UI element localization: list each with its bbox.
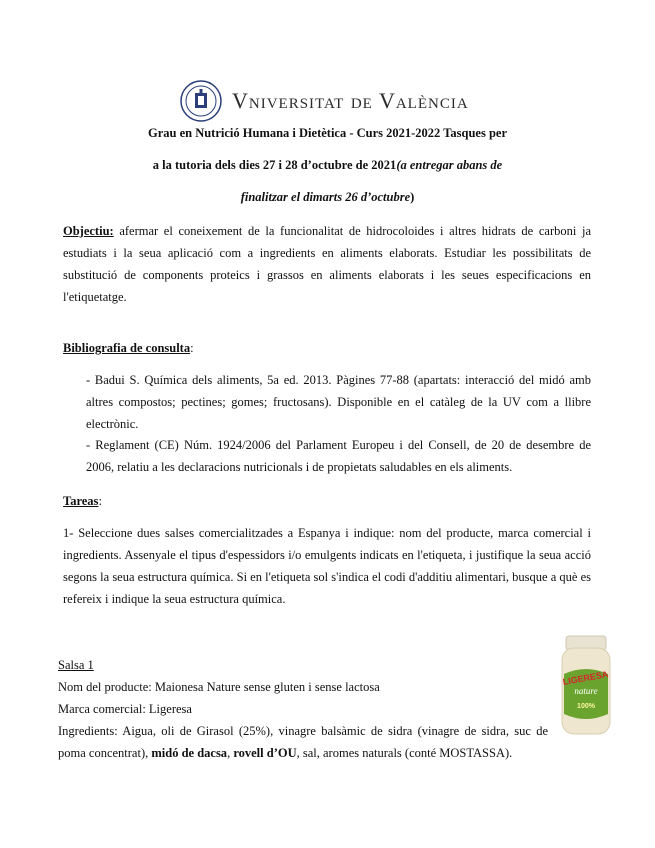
deadline-note: (a entregar abans de — [396, 158, 503, 172]
ingredients-text: Ingredients: Aigua, oli de Girasol (25%), vinagre balsàmic de sidra (vinagre de sidra, suc de poma concentrat), — [58, 724, 548, 760]
task-1-text: 1- Seleccione dues salses comercialitzades a Espanya i indique: nom del producte, marca comercial i ingredients. Assenyale el tipus d'espessidors i/o emulgents indicats en l'etiqueta, i justifique la seua acció segons la seua estructura química. Si en l'etiqueta sol s'indica el codi d'additiu alimentari, busque a què es refereix i indique la seua estructura química. — [63, 526, 591, 606]
ingredients-text-end: , sal, aromes naturals (conté MOSTASSA). — [296, 746, 513, 760]
jar-badge-text: 100% — [577, 703, 595, 710]
sauce-1-product-name: Nom del producte: Maionesa Nature sense gluten i sense lactosa — [58, 680, 380, 694]
objective-label: Objectiu: — [63, 224, 114, 238]
deadline-close: ) — [410, 190, 415, 204]
ingredient-thickener: midó de dacsa — [151, 746, 228, 760]
university-seal-logo — [180, 80, 222, 122]
jar-variant-text: nature — [574, 686, 598, 696]
objective-paragraph — [63, 220, 591, 308]
tasks-heading — [63, 490, 591, 512]
mayonnaise-jar-image — [556, 634, 616, 738]
tutoring-dates: a la tutoria dels dies 27 i 28 d’octubre de 2021 — [152, 158, 397, 172]
sauce-1-heading: Salsa 1 — [58, 658, 94, 672]
course-title-line3 — [0, 190, 655, 205]
tasks-colon: : — [98, 494, 102, 508]
sauce-1-ingredients — [58, 720, 548, 764]
bibliography-label: Bibliografia de consulta — [63, 341, 191, 355]
university-name: Vniversitat de València — [232, 88, 469, 113]
course-title-line1: Grau en Nutrició Humana i Dietètica - Curs 2021-2022 Tasques per — [147, 126, 508, 140]
objective-text: afermar el coneixement de la funcionalitat de hidrocoloides i altres hidrats de carboni ja estudiats i la seua aplicació com a ingredients en aliments elaborats. Estudiar les possibilitats de substitució de components proteics i grassos en aliments elaborats i les seues especificacions en l'etiquetatge. — [63, 224, 591, 304]
jar-brand-text: LIGERESA — [561, 669, 610, 687]
bibliography-item: - Reglament (CE) Núm. 1924/2006 del Parlament Europeu i del Consell, de 20 de desembre de 2006, relatiu a les declaracions nutricionals i de propietats saludables en els aliments. — [86, 438, 591, 474]
course-title-line2 — [0, 158, 655, 173]
bibliography-item: - Badui S. Química dels aliments, 5a ed. 2013. Pàgines 77-88 (apartats: interacció del midó amb altres compostos; pectines; gomes; fructosans). Disponible en el catàleg de la UV com a llibre electrònic. — [86, 373, 591, 431]
tasks-label: Tareas — [63, 494, 99, 508]
bibliography-colon: : — [190, 341, 194, 355]
sauce-1-brand: Marca comercial: Ligeresa — [58, 702, 192, 716]
ingredient-separator: , — [227, 746, 234, 760]
ingredient-emulsifier: rovell d’OU — [233, 746, 297, 760]
bibliography-heading — [63, 337, 591, 359]
deadline-date: finalitzar el dimarts 26 d’octubre — [240, 190, 411, 204]
